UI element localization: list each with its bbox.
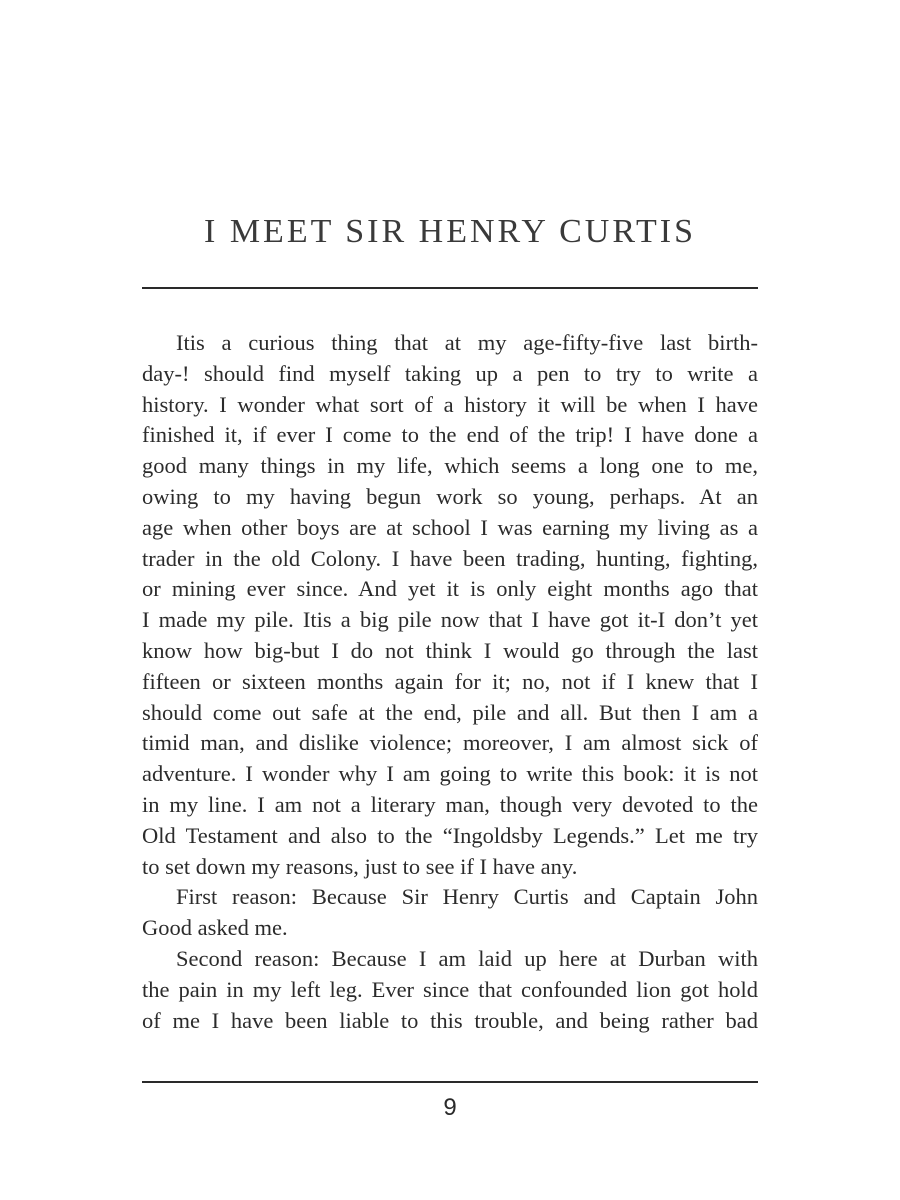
text-line: should come out safe at the end, pile and all. But then I am a	[142, 699, 758, 725]
text-line: Good asked me.	[142, 915, 288, 941]
text-line: owing to my having begun work so young, perhaps. At an	[142, 483, 758, 509]
text-line: fifteen or sixteen months again for it; no, not if I knew that I	[142, 668, 758, 694]
text-line: Second reason: Because I am laid up here at Durban with	[176, 945, 758, 971]
text-line: in my line. I am not a literary man, though very devoted to the	[142, 791, 758, 817]
text-line: know how big-but I do not think I would go through the last	[142, 637, 758, 663]
text-line: timid man, and dislike violence; moreover, I am almost sick of	[142, 730, 758, 756]
text-line: First reason: Because Sir Henry Curtis and Captain John	[176, 884, 758, 910]
text-line: to set down my reasons, just to see if I have any.	[142, 853, 578, 879]
text-line: the pain in my left leg. Ever since that confounded lion got hold	[142, 976, 758, 1002]
text-line: adventure. I wonder why I am going to write this book: it is not	[142, 761, 758, 787]
chapter-title: I MEET SIR HENRY CURTIS	[204, 213, 696, 250]
page-number: 9	[443, 1094, 457, 1121]
text-line: good many things in my life, which seems a long one to me,	[142, 453, 758, 479]
text-line: trader in the old Colony. I have been trading, hunting, fighting,	[142, 545, 758, 571]
top-divider	[142, 287, 758, 289]
text-line: age when other boys are at school I was earning my living as a	[142, 514, 758, 540]
text-line: Itis a curious thing that at my age-fifty-five last birth-	[176, 330, 758, 355]
text-line: finished it, if ever I come to the end of the trip! I have done a	[142, 422, 758, 448]
bottom-divider	[142, 1081, 758, 1083]
text-line: of me I have been liable to this trouble, and being rather bad	[142, 1007, 758, 1033]
text-line: history. I wonder what sort of a history it will be when I have	[142, 391, 758, 417]
text-line: Old Testament and also to the “Ingoldsby Legends.” Let me try	[142, 822, 758, 848]
text-line: day-! should find myself taking up a pen to try to write a	[142, 360, 758, 386]
text-line: I made my pile. Itis a big pile now that I have got it-I don’t yet	[142, 607, 758, 633]
text-line: or mining ever since. And yet it is only eight months ago that	[142, 576, 758, 602]
chapter-body	[142, 328, 758, 1036]
